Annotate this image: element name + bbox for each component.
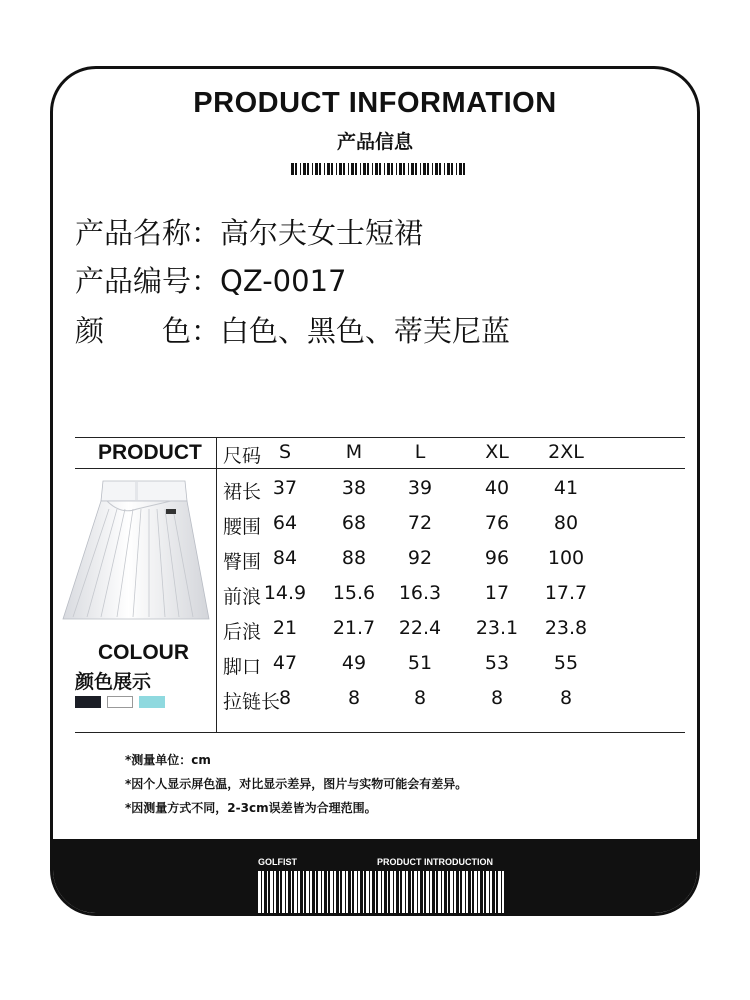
table-cell: 51 xyxy=(407,652,433,674)
footer-intro: PRODUCT INTRODUCTION xyxy=(377,857,493,867)
colour-swatch xyxy=(75,696,101,708)
table-cell: 55 xyxy=(553,652,579,674)
table-row-label: 腰围 xyxy=(223,516,262,538)
colour-label-cn: 颜色展示 xyxy=(75,671,152,693)
table-cell: 37 xyxy=(272,477,298,499)
table-cell: 23.1 xyxy=(475,617,519,639)
table-cell: 39 xyxy=(407,477,433,499)
table-cell: 8 xyxy=(278,687,292,709)
table-row-label: 后浪 xyxy=(223,621,262,643)
table-cell: 17 xyxy=(484,582,510,604)
note-unit: *测量单位：cm xyxy=(125,753,211,767)
table-row-label: 脚口 xyxy=(223,656,262,678)
product-name-line xyxy=(75,215,423,251)
table-cell: 96 xyxy=(484,547,510,569)
color-label-first: 颜 xyxy=(75,314,105,348)
note-measurement-error: *因测量方式不同，2-3cm误差皆为合理范围。 xyxy=(125,801,377,815)
color-label-second: 色： xyxy=(162,314,221,348)
product-name-value: 高尔夫女士短裙 xyxy=(220,216,424,250)
table-cell: 21 xyxy=(272,617,298,639)
table-cell: 14.9 xyxy=(263,582,307,604)
table-cell: 80 xyxy=(553,512,579,534)
table-row-label: 臀围 xyxy=(223,551,262,573)
product-color-value: 白色、黑色、蒂芙尼蓝 xyxy=(220,314,511,348)
table-bottom-rule xyxy=(75,732,685,733)
note-display-difference: *因个人显示屏色温，对比显示差异，图片与实物可能会有差异。 xyxy=(125,777,468,791)
table-top-rule xyxy=(75,437,685,438)
table-cell: 8 xyxy=(559,687,573,709)
table-cell: 40 xyxy=(484,477,510,499)
size-header: S xyxy=(278,441,292,463)
table-cell: 72 xyxy=(407,512,433,534)
table-cell: 47 xyxy=(272,652,298,674)
table-divider xyxy=(216,437,217,733)
size-header: 2XL xyxy=(548,441,584,463)
table-cell: 21.7 xyxy=(332,617,376,639)
footer-brand: GOLFIST xyxy=(258,857,297,867)
colour-swatch xyxy=(107,696,133,708)
table-cell: 92 xyxy=(407,547,433,569)
product-name-label: 产品名称： xyxy=(75,216,221,250)
table-header-rule xyxy=(75,468,685,469)
product-column-label: PRODUCT xyxy=(98,441,202,464)
table-cell: 68 xyxy=(341,512,367,534)
table-cell: 88 xyxy=(341,547,367,569)
table-cell: 8 xyxy=(347,687,361,709)
table-row-label: 拉链长 xyxy=(223,691,281,713)
product-code-line xyxy=(75,263,346,299)
product-color-line xyxy=(75,313,510,349)
colour-swatch xyxy=(139,696,165,708)
size-header: M xyxy=(345,441,363,463)
table-cell: 76 xyxy=(484,512,510,534)
table-cell: 8 xyxy=(490,687,504,709)
footer-barcode-icon xyxy=(258,871,506,915)
table-cell: 41 xyxy=(553,477,579,499)
table-cell: 17.7 xyxy=(544,582,588,604)
table-cell: 53 xyxy=(484,652,510,674)
product-info-card xyxy=(50,66,700,916)
table-cell: 100 xyxy=(547,547,585,569)
table-cell: 15.6 xyxy=(332,582,376,604)
table-cell: 64 xyxy=(272,512,298,534)
page-title: PRODUCT INFORMATION xyxy=(193,87,557,119)
table-cell: 23.8 xyxy=(544,617,588,639)
table-cell: 22.4 xyxy=(398,617,442,639)
size-header: L xyxy=(414,441,426,463)
table-cell: 49 xyxy=(341,652,367,674)
skirt-image xyxy=(61,479,211,629)
table-row-label: 裙长 xyxy=(223,481,262,503)
table-cell: 16.3 xyxy=(398,582,442,604)
size-header: XL xyxy=(485,441,509,463)
product-code-value: QZ-0017 xyxy=(220,264,347,298)
colour-label-en: COLOUR xyxy=(98,641,189,664)
product-code-label: 产品编号： xyxy=(75,264,221,298)
page-subtitle: 产品信息 xyxy=(336,131,413,153)
table-cell: 8 xyxy=(413,687,427,709)
size-header-label: 尺码 xyxy=(223,445,262,467)
table-row-label: 前浪 xyxy=(223,586,262,608)
table-cell: 84 xyxy=(272,547,298,569)
barcode-icon xyxy=(291,163,465,175)
table-cell: 38 xyxy=(341,477,367,499)
